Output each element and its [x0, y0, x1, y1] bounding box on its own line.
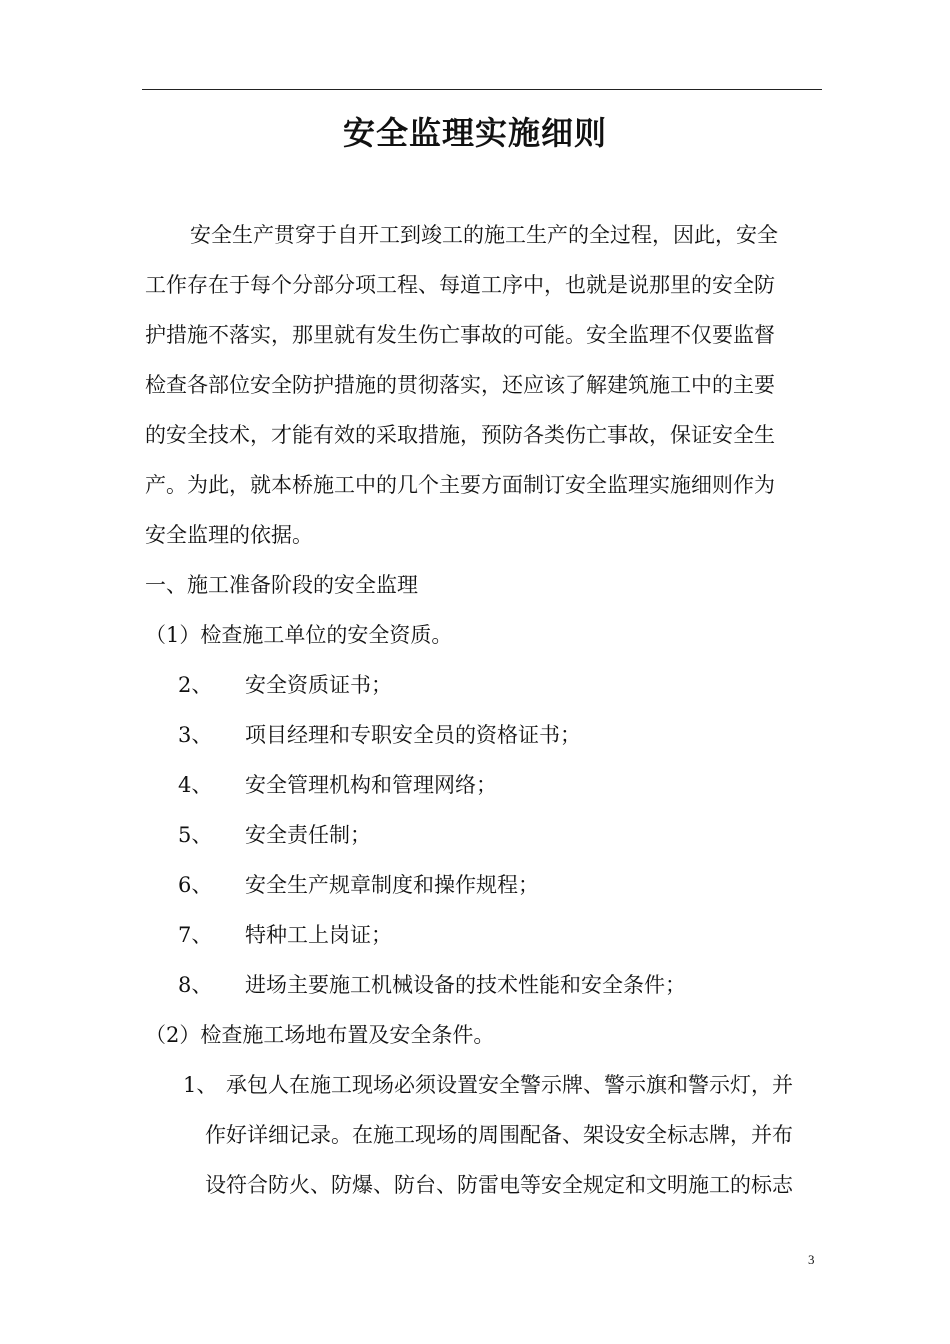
intro-line: 护措施不落实，那里就有发生伤亡事故的可能。安全监理不仅要监督	[145, 323, 775, 347]
document-title: 安全监理实施细则	[342, 114, 607, 152]
list-item-text: 承包人在施工现场必须设置安全警示牌、警示旗和警示灯，并	[226, 1073, 793, 1097]
subsection-heading: （1）检查施工单位的安全资质。	[145, 623, 453, 647]
list-item-text: 进场主要施工机械设备的技术性能和安全条件；	[245, 973, 686, 997]
list-item-number: 1、	[183, 1073, 218, 1097]
list-item-number: 5、	[178, 823, 213, 847]
intro-line: 的安全技术，才能有效的采取措施，预防各类伤亡事故，保证安全生	[145, 423, 775, 447]
intro-line: 产。为此，就本桥施工中的几个主要方面制订安全监理实施细则作为	[145, 473, 775, 497]
list-item-number: 4、	[178, 773, 213, 797]
list-item-text: 设符合防火、防爆、防台、防雷电等安全规定和文明施工的标志	[205, 1173, 793, 1197]
list-item-text: 项目经理和专职安全员的资格证书；	[245, 723, 581, 747]
list-item-number: 3、	[178, 723, 213, 747]
list-item-text: 特种工上岗证；	[245, 923, 392, 947]
page-number: 3	[808, 1252, 815, 1267]
list-item-number: 6、	[178, 873, 213, 897]
intro-line: 安全监理的依据。	[145, 523, 313, 547]
list-item-number: 8、	[178, 973, 213, 997]
intro-line: 检查各部位安全防护措施的贯彻落实，还应该了解建筑施工中的主要	[145, 373, 775, 397]
intro-line: 工作存在于每个分部分项工程、每道工序中，也就是说那里的安全防	[145, 273, 775, 297]
list-item-number: 2、	[178, 673, 213, 697]
list-item-text: 安全责任制；	[245, 823, 371, 847]
list-item-text: 安全管理机构和管理网络；	[245, 773, 497, 797]
list-item-text: 作好详细记录。在施工现场的周围配备、架设安全标志牌，并布	[205, 1123, 793, 1147]
section-heading: 一、施工准备阶段的安全监理	[145, 573, 418, 597]
list-item-text: 安全生产规章制度和操作规程；	[245, 873, 539, 897]
list-item-text: 安全资质证书；	[245, 673, 392, 697]
subsection-heading: （2）检查施工场地布置及安全条件。	[145, 1023, 495, 1047]
list-item-number: 7、	[178, 923, 213, 947]
header-rule	[142, 89, 822, 90]
intro-line: 安全生产贯穿于自开工到竣工的施工生产的全过程，因此，安全	[190, 223, 778, 247]
